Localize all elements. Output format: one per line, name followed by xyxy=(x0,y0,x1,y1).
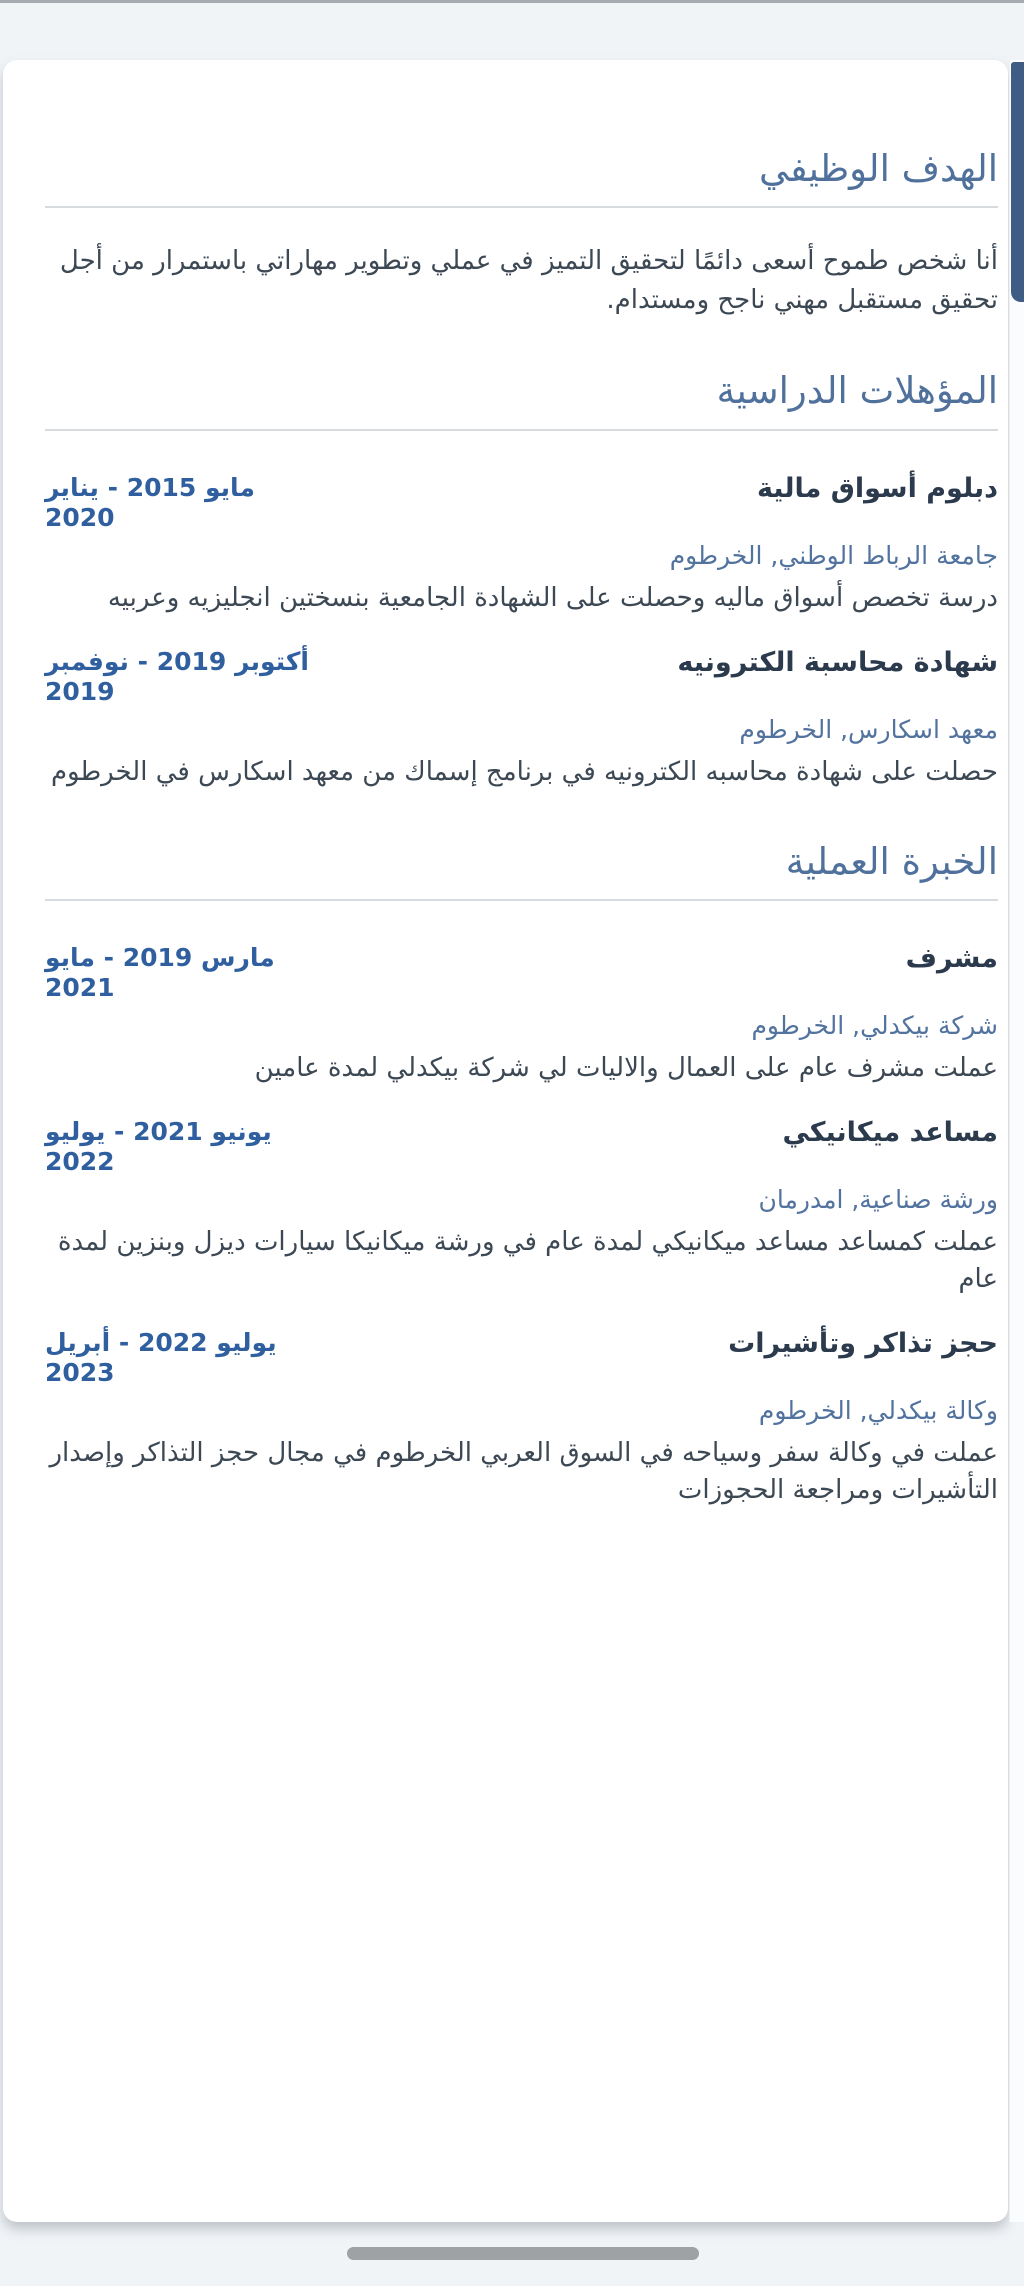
education-entry xyxy=(45,647,998,791)
scrollbar-track[interactable] xyxy=(1009,60,1024,2222)
entry-description: درسة تخصص أسواق ماليه وحصلت على الشهادة الجامعية بنسختين انجليزيه وعربيه xyxy=(107,582,998,613)
experience-entry xyxy=(45,1328,998,1509)
experience-entry xyxy=(45,943,998,1087)
entry-date-line: يونيو 2021 - يوليو xyxy=(45,1116,272,1146)
entry-date xyxy=(45,1328,277,1388)
entry-organization: شركة بيكدلي, الخرطوم xyxy=(751,1010,998,1040)
entry-date xyxy=(45,473,255,533)
entry-date-line: 2019 xyxy=(45,676,115,706)
entry-organization: جامعة الرباط الوطني, الخرطوم xyxy=(669,540,998,570)
section-objective xyxy=(45,146,998,320)
entry-title: مشرف xyxy=(905,942,998,974)
entry-date xyxy=(45,943,275,1003)
entry-date-line: 2021 xyxy=(45,972,115,1002)
education-entry xyxy=(45,473,998,617)
home-indicator[interactable] xyxy=(347,2247,699,2260)
entry-date xyxy=(45,647,309,707)
scrollbar-thumb[interactable] xyxy=(1011,62,1024,302)
entry-date-line: أكتوبر 2019 - نوفمبر xyxy=(45,646,309,676)
entry-head xyxy=(45,943,998,1003)
entry-date-line: مارس 2019 - مايو xyxy=(45,942,275,972)
entry-date-line: يوليو 2022 - أبريل xyxy=(45,1327,277,1357)
entry-date xyxy=(45,1117,272,1177)
entry-head xyxy=(45,1328,998,1388)
entry-head xyxy=(45,1117,998,1177)
section-education xyxy=(45,368,998,790)
entry-title: شهادة محاسبة الكترونيه xyxy=(677,646,998,678)
section-divider xyxy=(45,899,998,901)
entry-head xyxy=(45,647,998,707)
entry-head xyxy=(45,473,998,533)
education-heading: المؤهلات الدراسية xyxy=(716,369,998,413)
entry-date-line: 2023 xyxy=(45,1357,115,1387)
entry-description: عملت في وكالة سفر وسياحه في السوق العربي الخرطوم في مجال حجز التذاكر وإصدار التأشيرات ومراجعة الحجوزات xyxy=(49,1437,998,1505)
top-border xyxy=(0,0,1024,3)
entry-date-line: 2020 xyxy=(45,502,115,532)
entry-title: دبلوم أسواق مالية xyxy=(756,472,998,504)
entry-description: عملت كمساعد مساعد ميكانيكي لمدة عام في ورشة ميكانيكا سيارات ديزل وبنزين لمدة عام xyxy=(57,1226,998,1294)
cv-card xyxy=(3,60,1008,2222)
experience-entry xyxy=(45,1117,998,1298)
entry-description: عملت مشرف عام على العمال والاليات لي شركة بيكدلي لمدة عامين xyxy=(254,1052,998,1083)
objective-text: أنا شخص طموح أسعى دائمًا لتحقيق التميز في عملي وتطوير مهاراتي باستمرار من أجل تحقيق مستقبل مهني ناجح ومستدام. xyxy=(59,246,998,316)
section-divider xyxy=(45,429,998,431)
experience-heading: الخبرة العملية xyxy=(785,839,998,883)
entry-title: حجز تذاكر وتأشيرات xyxy=(728,1327,998,1359)
objective-heading: الهدف الوظيفي xyxy=(759,147,998,190)
entry-organization: وكالة بيكدلي, الخرطوم xyxy=(758,1395,998,1425)
entry-date-line: 2022 xyxy=(45,1146,115,1176)
entry-organization: ورشة صناعية, امدرمان xyxy=(758,1184,998,1214)
section-divider xyxy=(45,206,998,208)
entry-title: مساعد ميكانيكي xyxy=(782,1116,998,1148)
entry-organization: معهد اسكارس, الخرطوم xyxy=(739,714,998,744)
entry-date-line: مايو 2015 - يناير xyxy=(45,472,255,502)
section-experience xyxy=(45,839,998,1509)
entry-description: حصلت على شهادة محاسبه الكترونيه في برنامج إسماك من معهد اسكارس في الخرطوم xyxy=(50,756,998,787)
